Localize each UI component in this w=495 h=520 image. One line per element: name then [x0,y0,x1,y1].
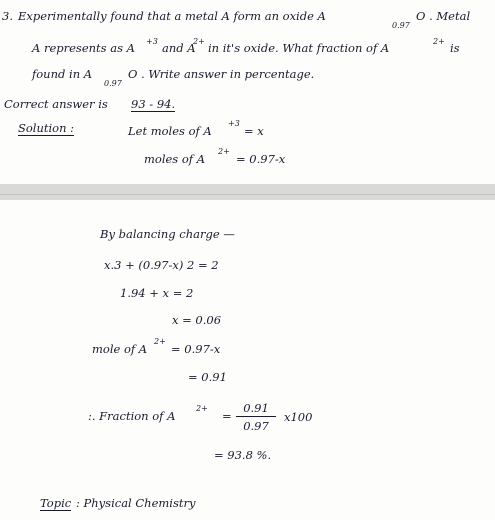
solution-step-1-a: Let moles of A [128,124,212,138]
solution-step-2-sup: 2+ [218,147,230,156]
equation-1: x.3 + (0.97-x) 2 = 2 [104,258,219,272]
fraction-equals: = [222,409,232,423]
working-panel [0,200,495,520]
fraction-multiplier: x100 [284,410,313,424]
solution-step-1-b: = x [244,124,264,138]
question-line-1: Experimentally found that a metal A form an oxide A [18,9,326,23]
question-line-3-subscript: 0.97 [104,79,122,88]
topic-value: : Physical Chemistry [76,496,196,510]
question-line-2-sup-2: 2+ [193,37,205,46]
work-heading: By balancing charge — [100,227,235,241]
question-line-1-subscript: 0.97 [392,21,410,30]
fraction-denominator: 0.97 [243,419,269,433]
fraction-line-a: :. Fraction of A [88,409,176,423]
equation-2: 1.94 + x = 2 [120,286,194,300]
topic-label: Topic [40,496,72,510]
question-line-2-d: is [450,41,460,55]
equation-3: x = 0.06 [172,313,222,327]
mole-line-b: = 0.97-x [171,342,221,356]
fraction-numerator: 0.91 [243,401,269,415]
question-line-3-a: found in A [32,67,93,81]
solution-step-1-sup: +3 [228,119,240,128]
mole-line-a: mole of A [92,342,148,356]
question-line-3-b: O . Write answer in percentage. [128,67,315,81]
answer-label: Correct answer is [4,97,108,111]
fraction-bar [236,416,276,417]
answer-value: 93 - 94. [131,97,176,111]
question-line-2-a: A represents as A [32,41,135,55]
mole-line-sup: 2+ [154,337,166,346]
question-line-2-sup-1: +3 [146,37,158,46]
question-line-2-sup-3: 2+ [433,37,445,46]
question-line-2-b: and A [162,41,196,55]
question-line-1-end: O . Metal [416,9,471,23]
result: = 93.8 %. [214,448,272,462]
solution-step-2-a: moles of A [144,152,206,166]
question-panel [0,0,495,184]
solution-step-2-b: = 0.97-x [236,152,286,166]
question-line-2-c: in it's oxide. What fraction of A [208,41,390,55]
fraction-line-sup: 2+ [196,404,208,413]
question-number: 3. [2,9,13,23]
solution-label: Solution : [18,121,75,135]
mole-value: = 0.91 [188,370,227,384]
page-divider [0,184,495,200]
